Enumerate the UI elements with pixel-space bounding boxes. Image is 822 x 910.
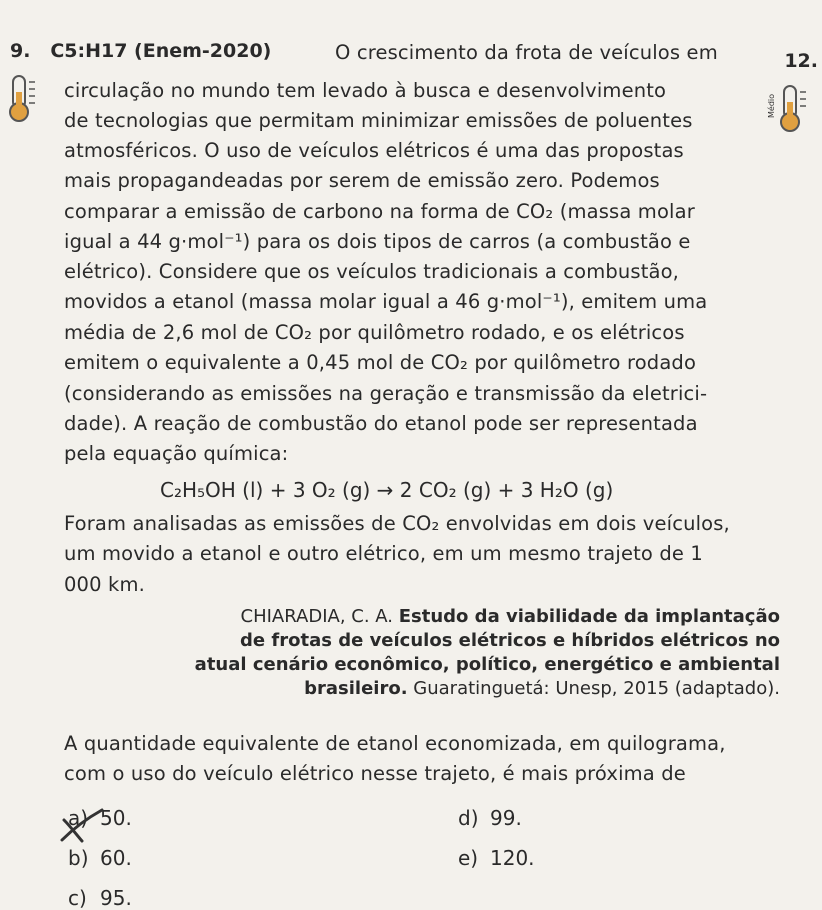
question-text-line: emitem o equivalente a 0,45 mol de CO₂ por quilômetro rodado <box>64 351 697 374</box>
option-b[interactable]: b) 60. <box>68 846 132 870</box>
question-prompt-line: com o uso do veículo elétrico nesse trajeto, é mais próxima de <box>64 762 686 785</box>
question-text-line: de tecnologias que permitam minimizar emissões de poluentes <box>64 109 693 132</box>
chemical-equation: C₂H₅OH (l) + 3 O₂ (g) → 2 CO₂ (g) + 3 H₂O (g) <box>160 478 614 502</box>
thermometer-icon <box>768 82 812 134</box>
option-d[interactable]: d) 99. <box>458 806 522 830</box>
question-text-line: um movido a etanol e outro elétrico, em um mesmo trajeto de 1 <box>64 542 703 565</box>
question-text-line: circulação no mundo tem levado à busca e desenvolvimento <box>64 79 667 102</box>
question-text-line: 000 km. <box>64 573 145 596</box>
question-text-line: (considerando as emissões na geração e transmissão da eletrici- <box>64 382 708 405</box>
question-prompt-line: A quantidade equivalente de etanol economizada, em quilograma, <box>64 732 726 755</box>
question-number: 9. C5:H17 (Enem-2020) <box>10 40 272 62</box>
question-text-line: elétrico). Considere que os veículos tradicionais a combustão, <box>64 260 680 283</box>
thermometer-label: Médio <box>767 93 776 118</box>
question-text-line: mais propagandeadas por serem de emissão zero. Podemos <box>64 169 660 192</box>
question-text-line: atmosféricos. O uso de veículos elétricos é uma das propostas <box>64 139 684 162</box>
thermometer-icon <box>2 72 42 124</box>
source-citation-line: CHIARADIA, C. A. Estudo da viabilidade da implantação <box>240 606 780 627</box>
option-c[interactable]: c) 95. <box>68 886 132 910</box>
source-citation-line: brasileiro. Guaratinguetá: Unesp, 2015 (adaptado). <box>304 678 780 699</box>
question-text-line: dade). A reação de combustão do etanol pode ser representada <box>64 412 698 435</box>
question-text-line: igual a 44 g·mol⁻¹) para os dois tipos de carros (a combustão e <box>64 230 691 253</box>
option-a[interactable]: a) 50. <box>68 806 132 830</box>
question-text-line: movidos a etanol (massa molar igual a 46 g·mol⁻¹), emitem uma <box>64 290 708 313</box>
source-citation-line: atual cenário econômico, político, energético e ambiental <box>194 654 780 675</box>
option-e[interactable]: e) 120. <box>458 846 535 870</box>
question-text-line: comparar a emissão de carbono na forma de CO₂ (massa molar <box>64 200 695 223</box>
source-citation-line: de frotas de veículos elétricos e híbridos elétricos no <box>240 630 780 651</box>
question-text-line: pela equação química: <box>64 442 289 465</box>
next-question-number: 12. <box>784 50 818 72</box>
question-text-line: O crescimento da frota de veículos em <box>335 41 718 64</box>
question-text-line: Foram analisadas as emissões de CO₂ envolvidas em dois veículos, <box>64 512 730 535</box>
handwritten-cross-mark <box>58 808 108 844</box>
question-text-line: média de 2,6 mol de CO₂ por quilômetro rodado, e os elétricos <box>64 321 685 344</box>
